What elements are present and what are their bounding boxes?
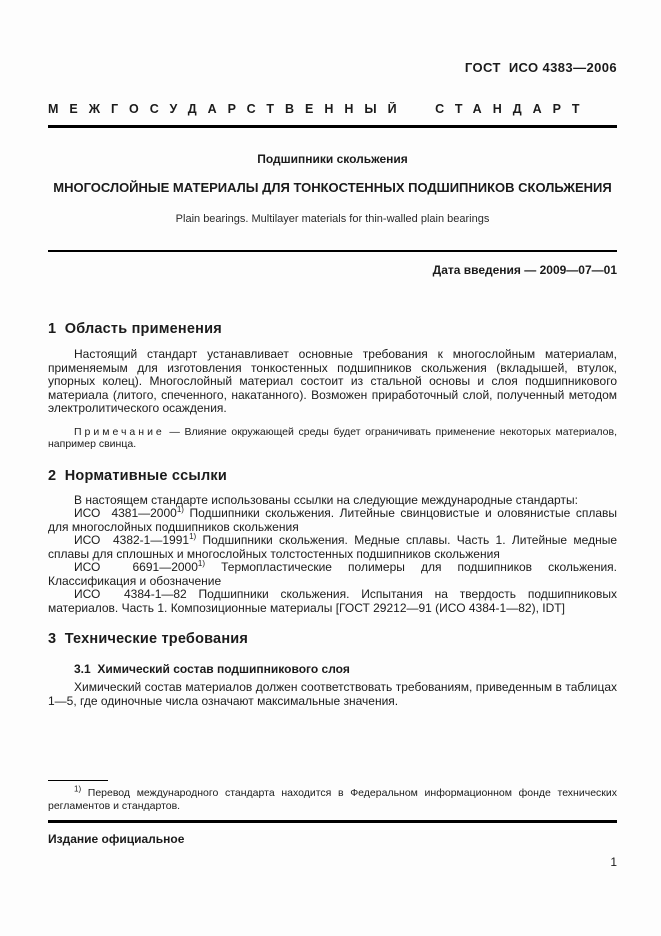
reference-item	[48, 534, 617, 561]
ref-code: ИСО 4381—2000	[74, 506, 177, 520]
footer-rule	[48, 820, 617, 823]
section-1-paragraph: Настоящий стандарт устанавливает основные требования к многослойным материалам, применяемым для изготовления тонкостенных подшипников скольжения (вкладышей, втулок, упорных колец). Многослойный материал состоит из стальной основы и слоя подшипникового материала (литого, спеченного, накатанного). Возможен приработочный слой, полученный методом электролитического осаждения.	[48, 347, 617, 415]
title-rule	[48, 250, 617, 252]
section-2-intro: В настоящем стандарте использованы ссылки на следующие международные стандарты:	[74, 492, 578, 507]
section-1-heading: 1 Область применения	[48, 321, 222, 337]
section-3-heading: 3 Технические требования	[48, 631, 249, 647]
footnote	[48, 784, 617, 812]
reference-item	[48, 561, 617, 588]
section-3-1-paragraph: Химический состав материалов должен соответствовать требованиям, приведенным в таблицах 1—5, где одиночные числа означают максимальные значения.	[48, 680, 617, 708]
page-footer	[48, 780, 617, 869]
footnote-marker: 1)	[74, 784, 82, 794]
page-number: 1	[610, 855, 617, 869]
doc-subject: Подшипники скольжения	[257, 152, 408, 166]
header-rule	[48, 125, 617, 128]
references-list	[48, 494, 617, 616]
footnote-text: Перевод международного стандарта находится в Федеральном информационном фонде технических регламентов и стандартов.	[48, 787, 617, 812]
note-text: — Влияние окружающей среды будет ограничивать применение некоторых материалов, например свинца.	[48, 425, 618, 450]
doc-number: ГОСТ ИСО 4383—2006	[464, 60, 617, 75]
standard-type-line: МЕЖГОСУДАРСТВЕННЫЙ СТАНДАРТ	[48, 102, 591, 116]
ref-code: ИСО 6691—2000	[74, 560, 198, 574]
section-2-heading: 2 Нормативные ссылки	[48, 467, 227, 484]
reference-item	[48, 507, 617, 534]
reference-item	[48, 588, 617, 615]
ref-footnote-marker: 1)	[197, 559, 206, 568]
doc-title-ru: МНОГОСЛОЙНЫЕ МАТЕРИАЛЫ ДЛЯ ТОНКОСТЕННЫХ ПОДШИПНИКОВ СКОЛЬЖЕНИЯ	[53, 180, 612, 195]
section-3-1-heading: 3.1 Химический состав подшипникового слоя	[74, 662, 350, 676]
ref-footnote-marker: 1)	[189, 532, 197, 541]
section-1-note	[48, 426, 617, 451]
footnote-separator	[48, 780, 108, 781]
ref-footnote-marker: 1)	[176, 505, 184, 514]
ref-text: Подшипники скольжения. Испытания на твердость подшипниковых материалов. Часть 1. Композиционные материалы [ГОСТ 29212—91 (ИСО 4384-1—82), IDT]	[48, 587, 617, 615]
ref-text: Подшипники скольжения. Литейные свинцовистые и оловянистые сплавы для многослойных подшипников скольжения	[48, 506, 618, 534]
edition-note: Издание официальное	[48, 832, 185, 846]
ref-code: ИСО 4384-1—82	[74, 587, 187, 601]
doc-title-en: Plain bearings. Multilayer materials for thin-walled plain bearings	[175, 213, 490, 225]
note-label: Примечание	[74, 425, 165, 438]
ref-text: Подшипники скольжения. Медные сплавы. Часть 1. Литейные медные сплавы для сплошных и многослойных толстостенных подшипников скольжения	[48, 533, 618, 561]
effective-date: Дата введения — 2009—07—01	[432, 263, 617, 277]
ref-text: Термопластические полимеры для подшипников скольжения. Классификация и обозначение	[48, 560, 617, 588]
ref-code: ИСО 4382-1—1991	[74, 533, 190, 547]
